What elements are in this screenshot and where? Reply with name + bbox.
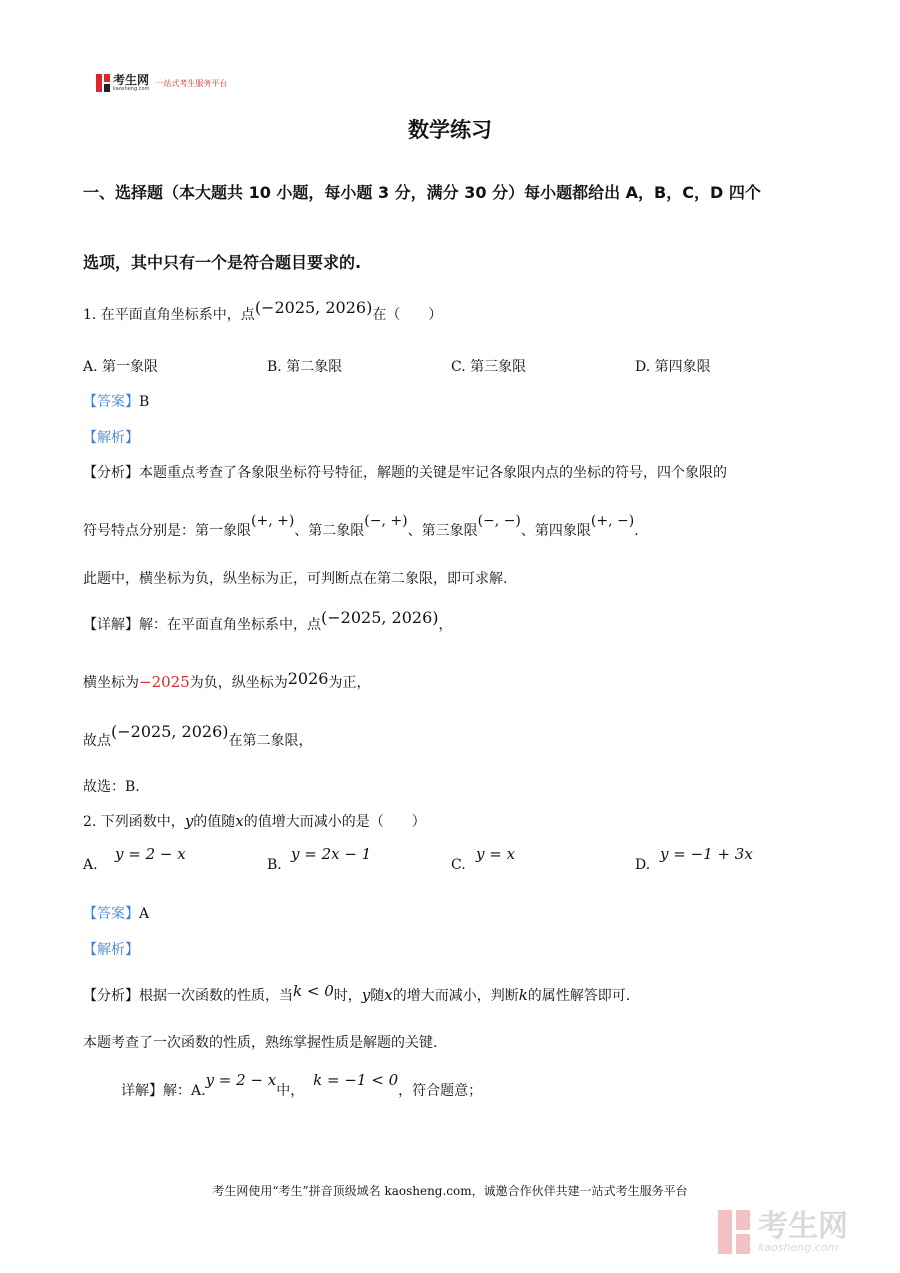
q2-fenxi-mid1: 时， (333, 988, 362, 1004)
q1-option-c-text: 第三象限 (470, 359, 527, 375)
q2-fenxi-mid2: 随 (370, 988, 385, 1004)
q2-stem-post: 的值增大而减小的是（ ） (243, 814, 426, 830)
q2-option-a-formula: y = 2 − x (115, 845, 186, 863)
q1-option-c (451, 356, 526, 376)
q2-answer-tag: 【答案】 (83, 906, 139, 922)
q2-option-c-formula: y = x (476, 845, 516, 863)
q1-fenxi-line1 (83, 462, 727, 482)
q2-stem-mid: 的值随 (193, 814, 236, 830)
q1-stem (83, 298, 443, 324)
q1-sign3: (−, −) (477, 513, 521, 529)
q1-option-b (267, 356, 342, 376)
q1-detail1-pre: 解：在平面直角坐标系中，点 (139, 617, 321, 633)
q1-answer-value: B (139, 394, 150, 410)
watermark-name: 考生网 (758, 1208, 848, 1244)
q2-fenxi-pre: 根据一次函数的性质，当 (139, 988, 293, 1004)
q1-option-b-letter: B. (267, 359, 282, 375)
q2-fenxi-k2: k (518, 986, 528, 1004)
q1-signs-end: . (634, 523, 639, 539)
logo-slogan: 一站式考生服务平台 (155, 78, 228, 88)
q1-option-a (83, 356, 158, 376)
q1-detail2-post: 为正， (328, 675, 371, 691)
q1-detail-tag: 【详解】 (83, 617, 139, 633)
q2-option-c-letter: C. (451, 857, 466, 873)
logo-name: 考生网 (113, 73, 150, 87)
page-footer: 考生网使用“考生”拼音顶级域名 kaosheng.com，诚邀合作伙伴共建一站式考生服务平台 (212, 1184, 688, 1198)
watermark-logo (718, 1210, 848, 1254)
q1-answer (83, 391, 149, 411)
logo-mark-icon (96, 74, 110, 92)
q2-detail-post: ，符合题意； (398, 1083, 483, 1099)
q1-answer-tag: 【答案】 (83, 394, 139, 410)
section-heading-line2: 选项，其中只有一个是符合题目要求的. (83, 253, 362, 272)
q2-analysis-tag: 【解析】 (83, 942, 139, 958)
q2-stem-pre: 2. 下列函数中， (83, 814, 185, 830)
q2-detail-k: k = −1 < 0 (313, 1071, 399, 1089)
q1-sep2: 、第二象限 (294, 523, 365, 539)
logo-domain: kaosheng.com (113, 86, 150, 92)
q1-option-c-letter: C. (451, 359, 466, 375)
q1-sign4: (+, −) (590, 513, 635, 529)
q1-detail-line3 (83, 722, 313, 750)
q2-detail-pre: 详解】解：A. (121, 1083, 206, 1099)
q2-detail-mid: 中， (276, 1083, 305, 1099)
q2-fenxi-mid3: 的增大而减小，判断 (392, 988, 519, 1004)
q1-sep4: 、第四象限 (520, 523, 591, 539)
q2-stem-x: x (235, 812, 244, 830)
q2-answer-value: A (139, 906, 150, 922)
q2-option-d-letter: D. (635, 857, 651, 873)
q2-fenxi-k: k < 0 (293, 982, 334, 1000)
q2-fenxi-line1 (83, 982, 631, 1005)
q2-fenxi-post: 的属性解答即可. (527, 988, 631, 1004)
header-logo (96, 72, 227, 94)
q1-fenxi-text1: 本题重点考查了各象限坐标符号特征，解题的关键是牢记各象限内点的坐标的符号，四个象限的 (139, 465, 727, 481)
q1-detail-line2 (83, 669, 371, 692)
q1-detail3-point: (−2025, 2026) (111, 722, 229, 741)
q1-option-a-letter: A. (83, 359, 98, 375)
q1-sign1: (+, +) (251, 513, 295, 529)
q1-detail3-pre: 故点 (83, 733, 111, 749)
q1-analysis-tag: 【解析】 (83, 430, 139, 446)
q1-stem-post: 在（ ） (372, 307, 443, 323)
q2-stem-y: y (184, 812, 194, 830)
q1-sep3: 、第三象限 (407, 523, 478, 539)
q2-fenxi-x: x (384, 986, 393, 1004)
q2-detail-formula: y = 2 − x (205, 1071, 277, 1089)
q1-stem-pre: 1. 在平面直角坐标系中，点 (83, 307, 255, 323)
q1-sign2: (−, +) (364, 513, 408, 529)
q2-option-a-letter: A. (83, 857, 98, 873)
q2-option-b-formula: y = 2x − 1 (291, 845, 372, 863)
q1-option-d (635, 356, 711, 376)
q2-detail-line (121, 1071, 483, 1100)
section-heading-line1: 一、选择题（本大题共 10 小题，每小题 3 分，满分 30 分）每小题都给出 A，B，C，D 四个 (83, 183, 761, 202)
page-title: 数学练习 (408, 118, 492, 142)
q1-detail-line4: 故选：B. (83, 779, 140, 795)
q1-detail1-post: ， (438, 617, 453, 633)
q2-answer (83, 903, 149, 923)
q1-detail1-point: (−2025, 2026) (321, 608, 439, 627)
q2-fenxi-y: y (361, 986, 371, 1004)
q1-signs-line (83, 513, 639, 540)
q1-signs-intro: 符号特点分别是：第一象限 (83, 523, 251, 539)
q2-fenxi-line2: 本题考查了一次函数的性质，熟练掌握性质是解题的关键. (83, 1035, 438, 1051)
q1-option-d-letter: D. (635, 359, 651, 375)
q1-option-a-text: 第一象限 (102, 359, 159, 375)
q1-stem-point: (−2025, 2026) (254, 298, 373, 317)
q1-detail3-post: 在第二象限， (228, 733, 313, 749)
q1-detail2-mid: 为负，纵坐标为 (189, 675, 288, 691)
q1-detail2-neg: −2025 (139, 673, 190, 691)
q1-option-b-text: 第二象限 (286, 359, 343, 375)
q1-detail2-pre: 横坐标为 (83, 675, 139, 691)
watermark-mark-icon (718, 1210, 752, 1254)
q1-detail2-pos: 2026 (287, 669, 329, 688)
q2-option-d-formula: y = −1 + 3x (660, 845, 753, 863)
watermark-domain: kaosheng.com (758, 1240, 839, 1254)
q2-option-b-letter: B. (267, 857, 282, 873)
q1-fenxi-tag: 【分析】 (83, 465, 139, 481)
q1-detail-line1 (83, 608, 453, 634)
q1-option-d-text: 第四象限 (654, 359, 711, 375)
q2-stem (83, 811, 426, 831)
q2-fenxi-tag: 【分析】 (83, 988, 139, 1004)
q1-fenxi-line3: 此题中，横坐标为负，纵坐标为正，可判断点在第二象限，即可求解. (83, 571, 508, 587)
